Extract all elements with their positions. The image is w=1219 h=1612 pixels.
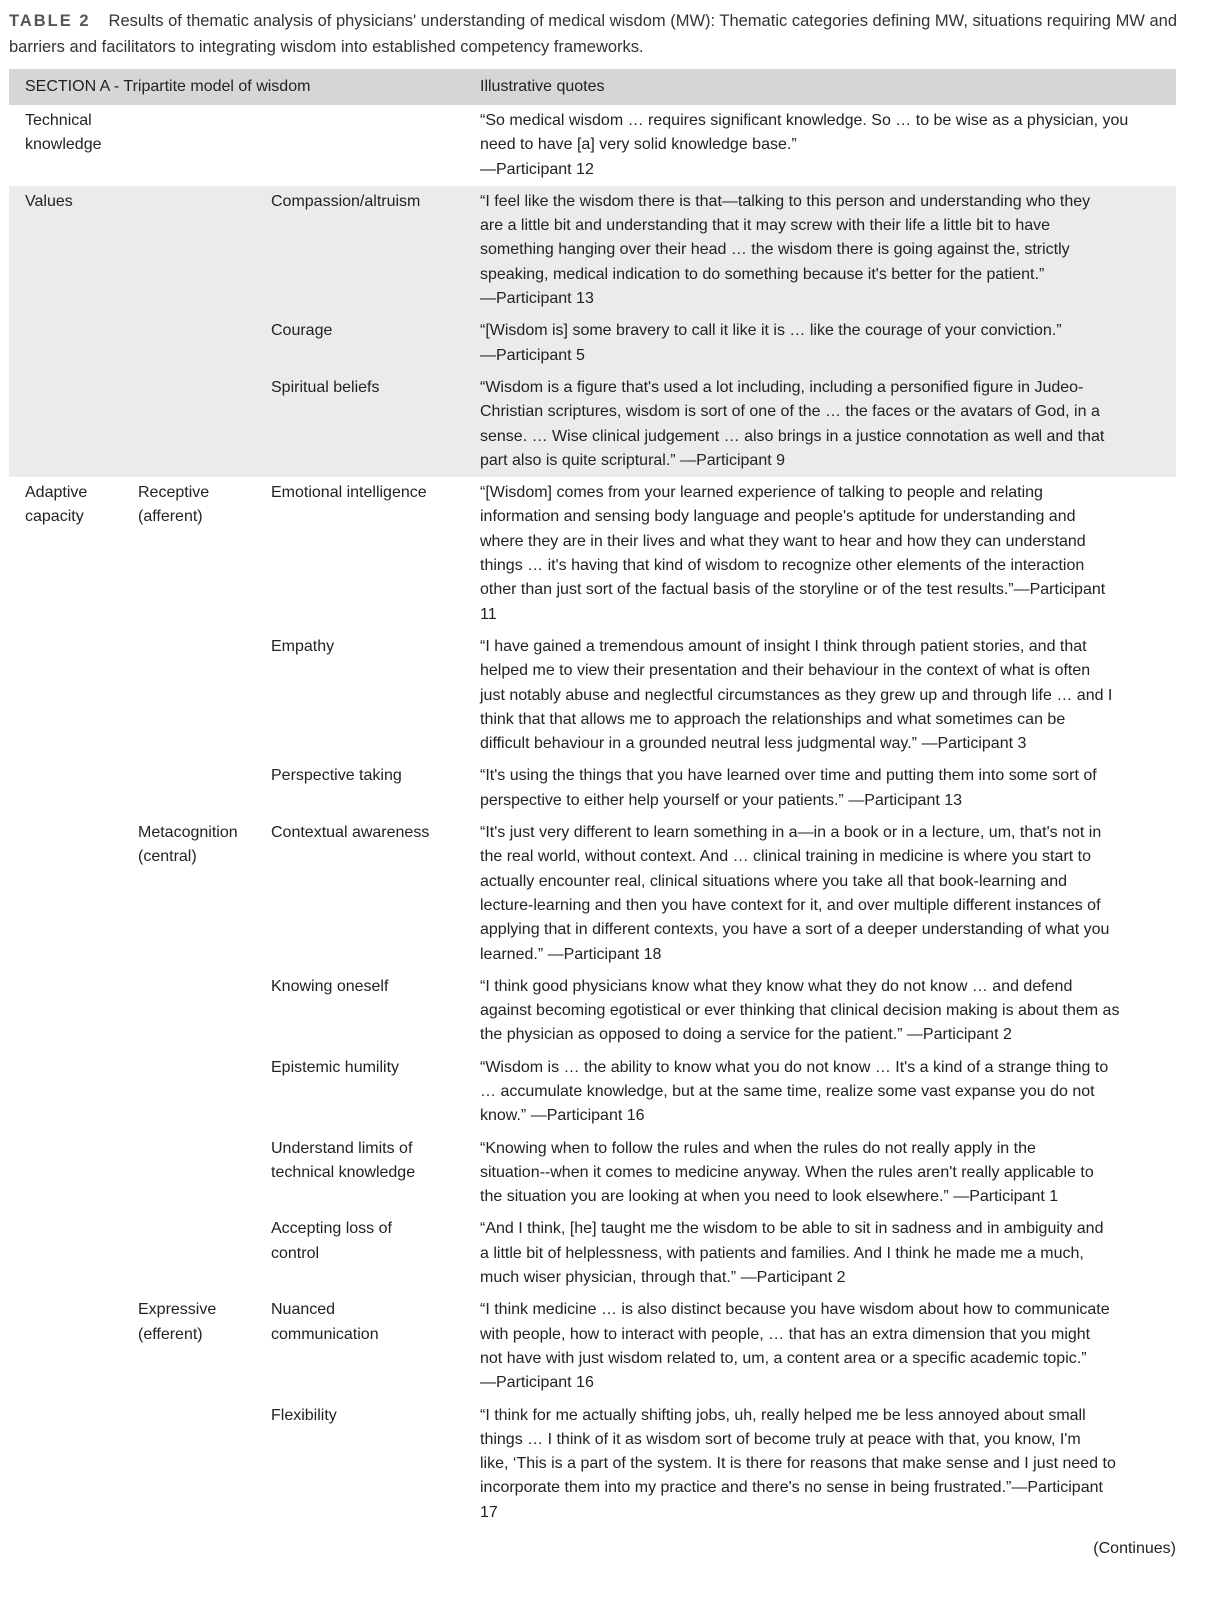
quote-line: things … it's having that kind of wisdom to recognize other elements of the interaction (480, 557, 1085, 575)
quote-line: “Wisdom is … the ability to know what you do not know … It's a kind of a strange thing to (480, 1058, 1109, 1076)
subcategory-line: (afferent) (138, 508, 203, 526)
quote-line: Christian scriptures, wisdom is sort of one of the … the faces or the avatars of God, in a (480, 403, 1100, 421)
quote-line: “It's just very different to learn something in a—in a book or in a lecture, um, that's not in (480, 824, 1102, 842)
quote-line: incorporate them into my practice and there's no sense in being frustrated.”—Participant (480, 1479, 1103, 1497)
table-row (9, 631, 1176, 760)
quote-line: learned.” —Participant 18 (480, 945, 662, 963)
quote-line: against becoming egotistical or ever thinking that clinical decision making is about them as (480, 1002, 1120, 1020)
quote-cell (480, 1056, 1170, 1129)
quote-cell (480, 975, 1170, 1048)
theme-cell (271, 821, 480, 967)
quote-line: much wiser physician, through that.” —Participant 2 (480, 1269, 846, 1287)
table-row (9, 105, 1176, 186)
quote-cell (480, 481, 1170, 627)
quote-cell (480, 376, 1170, 473)
subcategory-cell (138, 481, 271, 627)
theme-line: Spiritual beliefs (271, 378, 380, 396)
subcategory-cell (138, 376, 271, 473)
subcategory-cell (138, 1404, 271, 1525)
quote-line: “Knowing when to follow the rules and when the rules do not really apply in the (480, 1139, 1036, 1157)
theme-line: Nuanced (271, 1301, 336, 1319)
quote-line: are a little bit and understanding that it may screw with their life a little bit to have (480, 217, 1051, 235)
subcategory-cell (138, 975, 271, 1048)
theme-line: Perspective taking (271, 767, 402, 785)
theme-line: Flexibility (271, 1406, 337, 1424)
theme-line: Accepting loss of (271, 1220, 392, 1238)
table-row (9, 1213, 1176, 1294)
subcategory-cell (138, 1298, 271, 1395)
theme-cell (271, 1056, 480, 1129)
quote-line: situation--when it comes to medicine anyway. When the rules aren't really applicable to (480, 1163, 1094, 1181)
quote-line: part also is quite scriptural.” —Participant 9 (480, 451, 786, 469)
table-row (9, 971, 1176, 1052)
category-cell (25, 1056, 138, 1129)
quote-line: “I have gained a tremendous amount of insight I think through patient stories, and that (480, 637, 1087, 655)
theme-line: Understand limits of (271, 1139, 413, 1157)
quote-line: information and sensing body language and people's aptitude for understanding and (480, 508, 1076, 526)
quote-line: “Wisdom is a figure that's used a lot including, including a personified figure in Judeo- (480, 378, 1084, 396)
category-cell (25, 109, 138, 182)
table-caption (9, 8, 1179, 60)
theme-cell (271, 1137, 480, 1210)
quote-line: “[Wisdom] comes from your learned experience of talking to people and relating (480, 484, 1043, 502)
category-cell (25, 821, 138, 967)
quote-line: —Participant 13 (480, 290, 594, 308)
quote-line: applying that in different contexts, you have a sort of a deeper understanding of what you (480, 921, 1110, 939)
quote-line: difficult behaviour in a grounded neutral less judgmental way.” —Participant 3 (480, 735, 1027, 753)
quote-line: sense. … Wise clinical judgement … also brings in a justice connotation as well and that (480, 427, 1105, 445)
table-header (9, 69, 1176, 105)
subcategory-cell (138, 635, 271, 756)
quote-cell (480, 109, 1170, 182)
table-body (9, 105, 1176, 1529)
quote-line: “It's using the things that you have learned over time and putting them into some sort of (480, 767, 1097, 785)
quote-cell (480, 764, 1170, 813)
quote-cell (480, 1137, 1170, 1210)
quote-line: “I think for me actually shifting jobs, uh, really helped me be less annoyed about small (480, 1406, 1086, 1424)
header-quotes: Illustrative quotes (480, 78, 605, 95)
quote-line: “I think medicine … is also distinct because you have wisdom about how to communicate (480, 1301, 1110, 1319)
quote-line: with people, how to interact with people, … that has an extra dimension that you might (480, 1325, 1091, 1343)
caption-text: Results of thematic analysis of physicians' understanding of medical wisdom (MW): Thematic categories defining MW, situations requiring MW and barriers and facilitators to integrating wisdom into established competency frameworks. (9, 12, 1177, 56)
quote-line: the physician as opposed to doing a service for the patient.” —Participant 2 (480, 1026, 1012, 1044)
quote-cell (480, 1404, 1170, 1525)
quote-line: a little bit of helplessness, with patients and families. And I think he made me a much, (480, 1244, 1084, 1262)
category-line: Technical (25, 112, 92, 129)
table-row (9, 760, 1176, 817)
quote-line: —Participant 12 (480, 160, 594, 178)
theme-cell (271, 481, 480, 627)
table-row (9, 372, 1176, 477)
quote-line: perspective to either help yourself or your patients.” —Participant 13 (480, 791, 963, 809)
quote-line: actually encounter real, clinical situations where you take all that book-learning and (480, 872, 1068, 890)
theme-cell (271, 319, 480, 368)
theme-cell (271, 975, 480, 1048)
quote-cell (480, 635, 1170, 756)
category-cell (25, 481, 138, 627)
subcategory-cell (138, 319, 271, 368)
subcategory-line: Receptive (138, 484, 210, 502)
theme-line: technical knowledge (271, 1163, 416, 1181)
theme-cell (271, 190, 480, 311)
theme-cell (271, 1217, 480, 1290)
theme-line: Empathy (271, 637, 335, 655)
quote-line: “I think good physicians know what they know what they do not know … and defend (480, 977, 1073, 995)
quote-line: think that that allows me to approach the relationships and what sometimes can be (480, 710, 1066, 728)
table-row (9, 1133, 1176, 1214)
quote-line: 17 (480, 1503, 498, 1521)
category-cell (25, 376, 138, 473)
category-cell (25, 1137, 138, 1210)
theme-cell (271, 635, 480, 756)
subcategory-cell (138, 821, 271, 967)
category-cell (25, 1298, 138, 1395)
table-row (9, 477, 1176, 631)
category-line: Values (25, 192, 73, 210)
table-row (9, 1400, 1176, 1529)
quote-line: not have with just wisdom related to, um, a content area or a specific academic topic.” (480, 1349, 1087, 1367)
theme-line: Contextual awareness (271, 824, 430, 842)
subcategory-cell (138, 764, 271, 813)
quote-line: lecture-learning and then you have context for it, and over multiple different instances of (480, 896, 1101, 914)
quote-line: “I feel like the wisdom there is that—talking to this person and understanding who they (480, 192, 1091, 210)
quote-cell (480, 821, 1170, 967)
quote-cell (480, 1298, 1170, 1395)
quote-line: the situation you are looking at when you need to look elsewhere.” —Participant 1 (480, 1188, 1059, 1206)
quote-line: speaking, medical indication to do something because it's better for the patient.” (480, 265, 1045, 283)
theme-line: Compassion/altruism (271, 192, 421, 210)
category-cell (25, 190, 138, 311)
subcategory-line: Metacognition (138, 824, 238, 842)
quote-line: other than just sort of the factual basis of the storyline or of the test results.”—Participant (480, 581, 1106, 599)
table-label: TABLE 2 (9, 12, 91, 30)
table-row (9, 817, 1176, 971)
theme-cell (271, 376, 480, 473)
quote-line: —Participant 5 (480, 346, 585, 364)
table-row (9, 186, 1176, 315)
category-cell (25, 319, 138, 368)
table-row (9, 1294, 1176, 1399)
category-cell (25, 1217, 138, 1290)
quote-cell (480, 1217, 1170, 1290)
quote-line: the real world, without context. And … clinical training in medicine is where you start to (480, 848, 1091, 866)
category-cell (25, 635, 138, 756)
category-cell (25, 764, 138, 813)
category-line: capacity (25, 508, 84, 526)
header-section: SECTION A - Tripartite model of wisdom (25, 78, 311, 95)
theme-line: communication (271, 1325, 379, 1343)
table-row (9, 315, 1176, 372)
subcategory-cell (138, 1056, 271, 1129)
quote-line: helped me to view their presentation and their behaviour in the context of what is often (480, 662, 1091, 680)
quote-line: where they are in their lives and what they want to hear and how they can understand (480, 532, 1086, 550)
theme-line: Knowing oneself (271, 977, 389, 995)
theme-cell (271, 1298, 480, 1395)
table (9, 69, 1176, 1529)
subcategory-cell (138, 109, 271, 182)
continues-note: (Continues) (1093, 1540, 1176, 1557)
subcategory-cell (138, 1217, 271, 1290)
quote-line: like, ‘This is a part of the system. It is there for reasons that make sense and I just need to (480, 1455, 1116, 1473)
theme-cell (271, 764, 480, 813)
category-cell (25, 1404, 138, 1525)
theme-line: control (271, 1244, 320, 1262)
quote-line: “So medical wisdom … requires significant knowledge. So … to be wise as a physician, you (480, 112, 1129, 129)
quote-line: just notably abuse and neglectful circumstances as they grew up and through life … and I (480, 686, 1113, 704)
theme-cell (271, 1404, 480, 1525)
category-cell (25, 975, 138, 1048)
subcategory-line: Expressive (138, 1301, 217, 1319)
subcategory-line: (central) (138, 848, 197, 866)
quote-cell (480, 319, 1170, 368)
quote-line: “[Wisdom is] some bravery to call it like it is … like the courage of your conviction.” (480, 322, 1062, 340)
subcategory-line: (efferent) (138, 1325, 203, 1343)
subcategory-cell (138, 190, 271, 311)
quote-line: things … I think of it as wisdom sort of become truly at peace with that, you know, I'm (480, 1430, 1081, 1448)
table-row (9, 1052, 1176, 1133)
quote-line: know.” —Participant 16 (480, 1107, 645, 1125)
category-line: Adaptive (25, 484, 88, 502)
subcategory-cell (138, 1137, 271, 1210)
quote-line: need to have [a] very solid knowledge base.” (480, 136, 797, 154)
theme-line: Emotional intelligence (271, 484, 427, 502)
category-line: knowledge (25, 136, 102, 154)
theme-line: Courage (271, 322, 333, 340)
quote-line: “And I think, [he] taught me the wisdom to be able to sit in sadness and in ambiguity and (480, 1220, 1104, 1238)
quote-line: something hanging over their head … the wisdom there is going against the, strictly (480, 241, 1070, 259)
theme-line: Epistemic humility (271, 1058, 400, 1076)
quote-line: … accumulate knowledge, but at the same time, realize some vast expanse you do not (480, 1082, 1095, 1100)
quote-line: 11 (480, 605, 497, 623)
theme-cell (271, 109, 480, 182)
quote-cell (480, 190, 1170, 311)
quote-line: —Participant 16 (480, 1374, 594, 1392)
